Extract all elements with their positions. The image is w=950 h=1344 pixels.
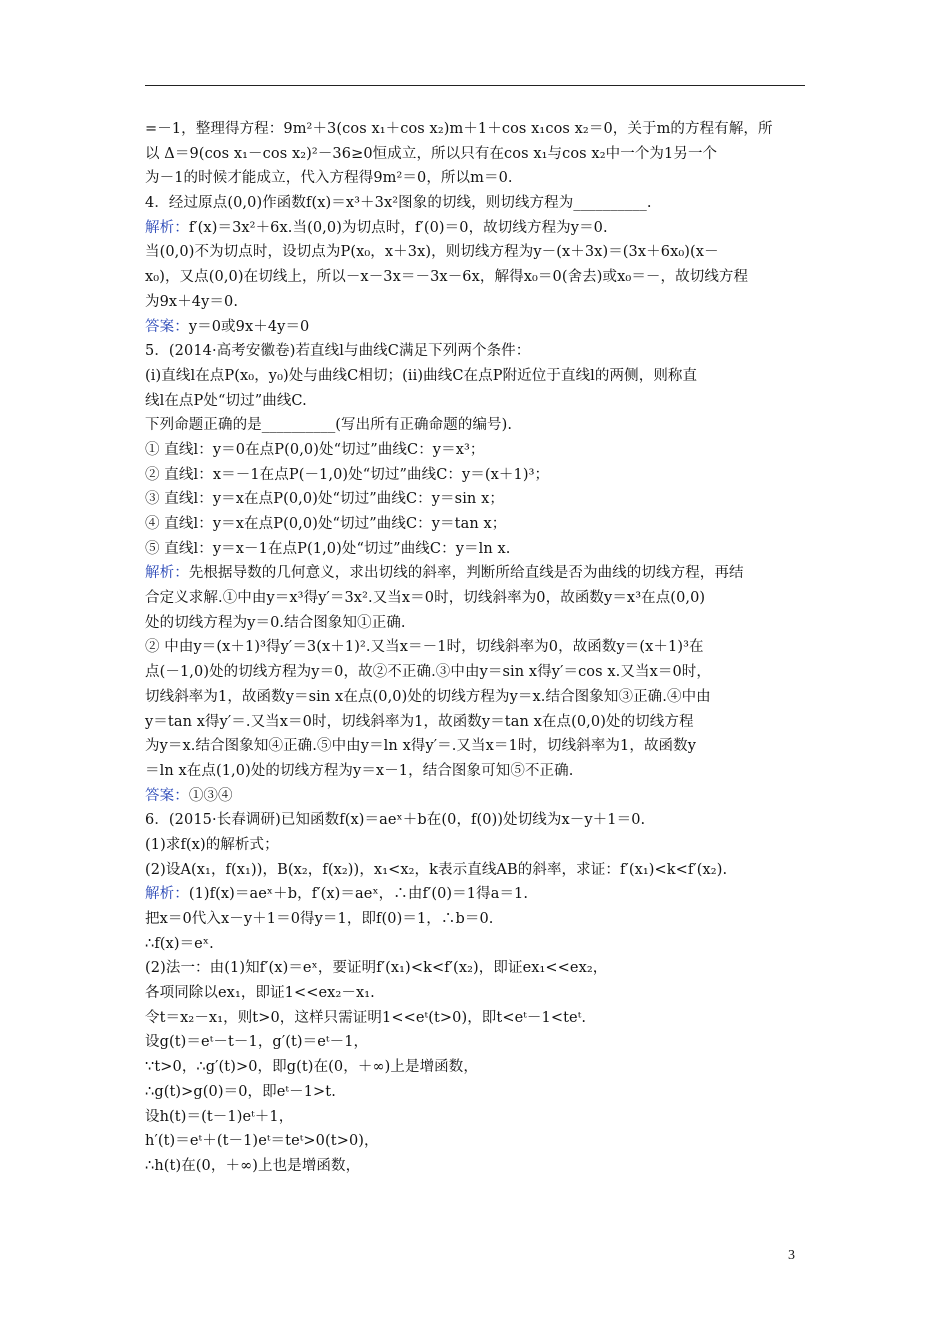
text-line [145, 240, 813, 265]
text-line [145, 389, 813, 414]
line-text: ⑤ 直线l：y＝x－1在点P(1,0)处“切过”曲线C：y＝ln x. [145, 540, 511, 557]
text-line [145, 315, 813, 340]
text-line [145, 981, 813, 1006]
text-line [145, 290, 813, 315]
text-line [145, 413, 813, 438]
text-line [145, 882, 813, 907]
line-text: 为9x＋4y＝0. [145, 293, 239, 310]
line-text: 合定义求解.①中由y＝x³得y′＝3x².又当x＝0时，切线斜率为0，故函数y＝x³在点(0,0) [145, 590, 706, 607]
answer-label: 解析： [145, 219, 189, 236]
line-text: ∴f(x)＝eˣ. [145, 935, 214, 952]
answer-label: 答案： [145, 318, 189, 335]
text-line [145, 907, 813, 932]
text-line [145, 561, 813, 586]
line-text: 令t＝x₂－x₁，则t>0，这样只需证明1<<eᵗ(t>0)，即t<eᵗ－1<teᵗ. [145, 1009, 587, 1026]
text-line [145, 166, 813, 191]
answer-label: 答案： [145, 787, 189, 804]
answer-label: 解析： [145, 886, 189, 903]
line-text: ② 中由y＝(x＋1)³得y′＝3(x＋1)².又当x＝－1时，切线斜率为0，故函数y＝(x＋1)³在 [145, 639, 704, 656]
line-text: (1)f(x)＝aeˣ＋b，f′(x)＝aeˣ，∴由f′(0)＝1得a＝1. [188, 886, 529, 903]
text-line [145, 734, 813, 759]
line-text: 把x＝0代入x－y＋1＝0得y＝1，即f(0)＝1，∴b＝0. [145, 911, 494, 927]
text-line [145, 191, 813, 216]
line-text: 为y＝x.结合图象知④正确.⑤中由y＝ln x得y′＝.又当x＝1时，切线斜率为1，故函数y [145, 738, 697, 755]
line-text: 线l在点P处“切过”曲线C. [145, 392, 307, 409]
text-line [145, 1080, 813, 1105]
line-text: 为－1的时候才能成立，代入方程得9m²＝0，所以m＝0. [145, 170, 513, 187]
line-text: ② 直线l：x＝－1在点P(－1,0)处“切过”曲线C：y＝(x＋1)³； [145, 466, 550, 483]
text-line [145, 1154, 813, 1179]
text-line [145, 1030, 813, 1055]
line-text: (2)法一：由(1)知f′(x)＝eˣ，要证明f′(x₁)<k<f′(x₂)，即证ex₁<<ex₂， [145, 960, 608, 977]
line-text: ∵t>0，∴g′(t)>0，即g(t)在(0，＋∞)上是增函数， [145, 1059, 478, 1076]
line-text: h′(t)＝eᵗ＋(t－1)eᵗ＝teᵗ>0(t>0)， [145, 1133, 379, 1150]
line-text: y＝tan x得y′＝.又当x＝0时，切线斜率为1，故函数y＝tan x在点(0,0)处的切线方程 [145, 713, 694, 730]
line-text: ∴g(t)>g(0)＝0，即eᵗ－1>t. [145, 1083, 336, 1100]
line-text: 当(0,0)不为切点时，设切点为P(x₀，x＋3x)，则切线方程为y－(x＋3x)＝(3x＋6x₀)(x－ [145, 244, 719, 261]
line-text: 点(－1,0)处的切线方程为y＝0，故②不正确.③中由y＝sin x得y′＝cos x.又当x＝0时， [145, 664, 711, 681]
line-text: 5．(2014·高考安徽卷)若直线l与曲线C满足下列两个条件： [145, 343, 531, 360]
line-text: 切线斜率为1，故函数y＝sin x在点(0,0)处的切线方程为y＝x.结合图象知③正确.④中由 [145, 688, 711, 705]
line-text: (i)直线l在点P(x₀，y₀)处与曲线C相切；(ii)曲线C在点P附近位于直线l的两侧，则称直 [145, 367, 698, 384]
text-line [145, 117, 813, 142]
text-line [145, 487, 813, 512]
line-text: 4．经过原点(0,0)作函数f(x)＝x³＋3x²图象的切线，则切线方程为__________. [145, 195, 652, 212]
text-line [145, 512, 813, 537]
text-line [145, 586, 813, 611]
text-line [145, 1006, 813, 1031]
line-text: ④ 直线l：y＝x在点P(0,0)处“切过”曲线C：y＝tan x； [145, 516, 507, 532]
page-number: 3 [788, 1248, 795, 1263]
line-text: 设h(t)＝(t－1)eᵗ＋1， [145, 1108, 294, 1125]
text-line [145, 635, 813, 660]
text-line [145, 339, 813, 364]
line-text: (2)设A(x₁，f(x₁))，B(x₂，f(x₂))，x₁<x₂，k表示直线AB的斜率，求证：f′(x₁)<k<f′(x₂). [145, 861, 728, 878]
text-line [145, 1105, 813, 1130]
text-line [145, 216, 813, 241]
text-line [145, 364, 813, 389]
line-text: 设g(t)＝eᵗ－t－1，g′(t)＝eᵗ－1， [145, 1034, 369, 1051]
line-text: =－1，整理得方程：9m²＋3(cos x₁＋cos x₂)m＋1＋cos x₁cos x₂＝0，关于m的方程有解，所 [145, 121, 773, 137]
line-text: ③ 直线l：y＝x在点P(0,0)处“切过”曲线C：y＝sin x； [145, 491, 504, 508]
line-text: (1)求f(x)的解析式； [145, 836, 279, 853]
text-line [145, 142, 813, 167]
text-line [145, 265, 813, 290]
line-text: 各项同除以ex₁，即证1<<ex₂－x₁. [145, 985, 375, 1002]
text-line [145, 956, 813, 981]
text-line [145, 858, 813, 883]
line-text: 处的切线方程为y＝0.结合图象知①正确. [145, 614, 406, 631]
line-text: x₀)，又点(0,0)在切线上，所以－x－3x＝－3x－6x，解得x₀＝0(舍去)或x₀＝－，故切线方程 [145, 269, 749, 286]
text-line [145, 660, 813, 685]
line-text: ① 直线l：y＝0在点P(0,0)处“切过”曲线C：y＝x³； [145, 441, 485, 458]
text-line [145, 685, 813, 710]
text-line [145, 611, 813, 636]
line-text: 6．(2015·长春调研)已知函数f(x)＝aeˣ＋b在(0，f(0))处切线为x－y＋1＝0. [145, 812, 646, 829]
line-text: 以 Δ＝9(cos x₁－cos x₂)²－36≥0恒成立，所以只有在cos x₁与cos x₂中一个为1另一个 [145, 145, 718, 162]
line-text: ①③④ [188, 787, 233, 804]
header-rule [145, 85, 805, 86]
text-line [145, 1129, 813, 1154]
line-text: 先根据导数的几何意义，求出切线的斜率，判断所给直线是否为曲线的切线方程，再结 [188, 565, 744, 582]
line-text: ∴h(t)在(0，＋∞)上也是增函数， [145, 1157, 361, 1174]
line-text: ＝ln x在点(1,0)处的切线方程为y＝x－1，结合图象可知⑤不正确. [145, 762, 574, 779]
text-line [145, 833, 813, 858]
text-line [145, 438, 813, 463]
text-line [145, 537, 813, 562]
text-line [145, 808, 813, 833]
text-line [145, 932, 813, 957]
line-text: 下列命题正确的是__________(写出所有正确命题的编号). [145, 417, 513, 434]
text-line [145, 463, 813, 488]
line-text: y＝0或9x＋4y＝0 [188, 318, 310, 335]
text-line [145, 1055, 813, 1080]
text-line [145, 784, 813, 809]
answer-label: 解析： [145, 565, 189, 582]
text-line [145, 759, 813, 784]
line-text: f′(x)＝3x²＋6x.当(0,0)为切点时，f′(0)＝0，故切线方程为y＝0. [188, 219, 608, 236]
document-body [145, 117, 813, 1179]
text-line [145, 710, 813, 735]
